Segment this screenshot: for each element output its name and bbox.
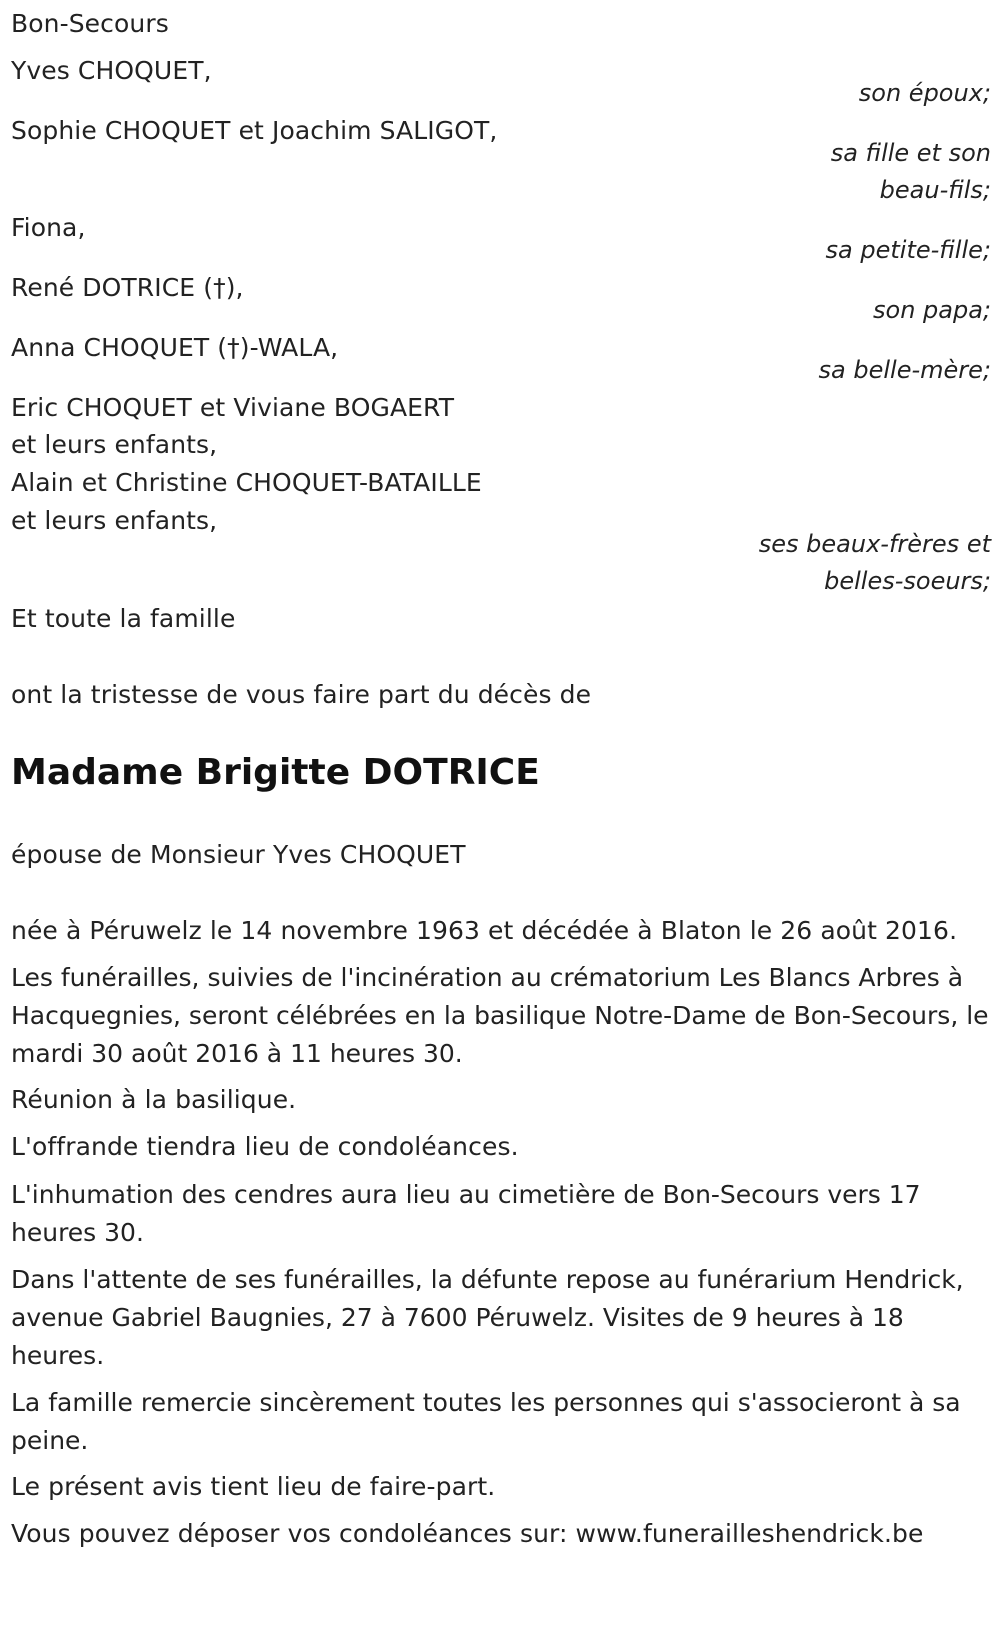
relation-daughter-line1: sa fille et son [830,139,991,167]
burial-details: L'inhumation des cendres aura lieu au cimetière de Bon-Secours vers 17 heures 30. [11,1180,921,1247]
relation-siblings-line2: belles-soeurs; [824,567,991,595]
relation-mother-in-law: sa belle-mère; [818,356,991,384]
whole-family: Et toute la famille [11,604,236,633]
relation-granddaughter: sa petite-fille; [825,236,991,264]
family-member-sibling-line3: Alain et Christine CHOQUET-BATAILLE [11,468,482,497]
notice-statement: Le présent avis tient lieu de faire-part. [11,1472,496,1501]
condolences-link[interactable]: Vous pouvez déposer vos condoléances sur: www.funerailleshendrick.be [11,1519,924,1548]
spouse-line: épouse de Monsieur Yves CHOQUET [11,840,466,869]
relation-siblings-line1: ses beaux-frères et [758,530,991,558]
offering-note: L'offrande tiendra lieu de condoléances. [11,1132,519,1161]
birth-death-details: née à Péruwelz le 14 novembre 1963 et décédée à Blaton le 26 août 2016. [11,916,958,945]
family-member-mother-in-law: Anna CHOQUET (†)-WALA, [11,333,339,362]
obituary-notice [11,0,991,1652]
family-member-spouse: Yves CHOQUET, [11,56,212,85]
relation-spouse: son époux; [858,79,991,107]
family-member-sibling-line4: et leurs enfants, [11,506,218,535]
deceased-name: Madame Brigitte DOTRICE [11,752,540,793]
family-member-sibling-line2: et leurs enfants, [11,430,218,459]
funeral-details: Les funérailles, suivies de l'incinération au crématorium Les Blancs Arbres à Hacquegnies, seront célébrées en la basilique Notre-Dame de Bon-Secours, le mardi 30 août 2016 à 11 heures 30. [11,963,989,1068]
family-member-sibling-line1: Eric CHOQUET et Viviane BOGAERT [11,393,455,422]
meeting-place: Réunion à la basilique. [11,1085,297,1114]
announcement-text: ont la tristesse de vous faire part du décès de [11,680,592,709]
family-member-granddaughter: Fiona, [11,213,86,242]
relation-daughter-line2: beau-fils; [879,176,991,204]
family-member-daughter: Sophie CHOQUET et Joachim SALIGOT, [11,116,498,145]
location-heading: Bon-Secours [11,9,169,38]
funeral-home-details: Dans l'attente de ses funérailles, la défunte repose au funérarium Hendrick, avenue Gabriel Baugnies, 27 à 7600 Péruwelz. Visites de 9 heures à 18 heures. [11,1265,964,1370]
family-member-father: René DOTRICE (†), [11,273,244,302]
thanks-note: La famille remercie sincèrement toutes les personnes qui s'associeront à sa peine. [11,1388,961,1455]
relation-father: son papa; [873,296,991,324]
